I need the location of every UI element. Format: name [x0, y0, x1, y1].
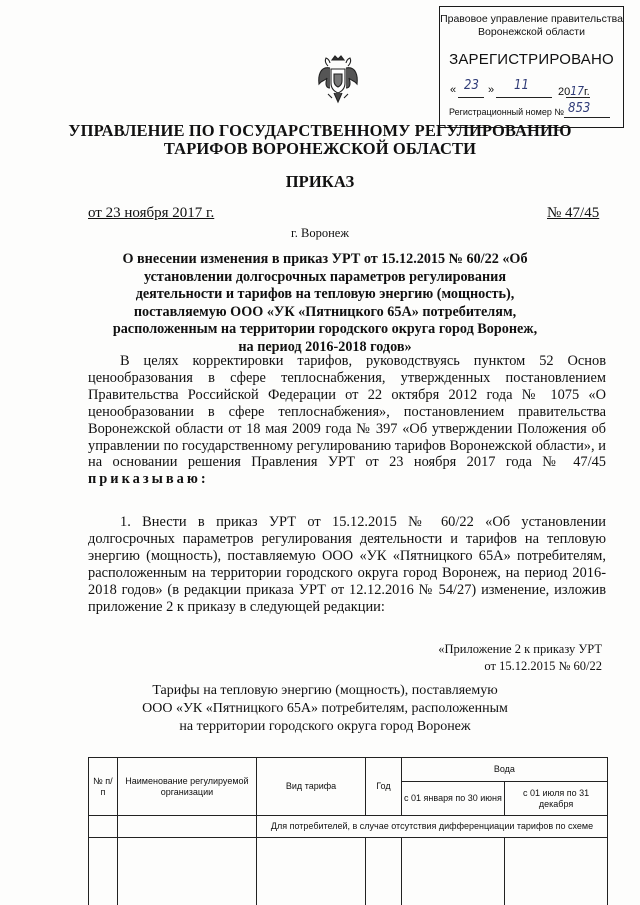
stamp-org-line-2: Воронежской области: [478, 26, 585, 38]
stamp-org-line-1: Правовое управление правительства: [440, 13, 623, 25]
stamp-month-underline: [496, 97, 552, 98]
order-city: г. Воронеж: [291, 226, 349, 240]
header-tariff-type: Вид тарифа: [257, 758, 366, 816]
annex-line-2: от 15.12.2015 № 60/22: [484, 659, 602, 673]
header-num: № п/п: [89, 758, 118, 816]
annex-reference: [438, 641, 602, 675]
stamp-year-underline: [566, 97, 590, 98]
table-row: [89, 816, 608, 838]
table-cell: [505, 838, 608, 905]
table-cell: [401, 838, 504, 905]
table-row: [89, 838, 608, 905]
table-title-line-2: ООО «УК «Пятницкого 65А» потребителям, расположенным: [142, 701, 508, 716]
stamp-date-quote-close: »: [488, 84, 495, 96]
stamp-date-day: 23: [464, 78, 479, 93]
stamp-date-month: 11: [514, 78, 529, 93]
order-keyword: приказываю:: [88, 471, 209, 488]
table-cell: [366, 838, 402, 905]
coat-of-arms-icon: [316, 54, 360, 106]
stamp-reg-number: 853: [568, 101, 591, 116]
stamp-reg-label: Регистрационный номер №: [449, 107, 565, 117]
stamp-date-year: [558, 84, 590, 98]
header-half-1: с 01 января по 30 июня: [401, 782, 504, 816]
preamble-paragraph: [88, 353, 606, 488]
clause-1-paragraph: 1. Внести в приказ УРТ от 15.12.2015 № 60/22 «Об установлении долгосрочных параметров регулирования деятельности и тарифов на тепловую энергию (мощность), поставляемую ООО «УК «Пятницкого 65А» потребителям, расположенным на территории городского округа город Воронеж, на период 2016-2018 годов» (в редакции приказа УРТ от 12.12.2016 № 54/27) изменение, изложив приложение 2 к приказу в следующей редакции:: [88, 514, 606, 615]
order-subject: О внесении изменения в приказ УРТ от 15.12.2015 № 60/22 «Об установлении долгосрочных параметров регулирования деятельности и тарифов на тепловую энергию (мощность), поставляемую ООО «УК «Пятницкого 65А» потребителям, расположенным на территории городского округа город Воронеж, на период 2016-2018 годов»: [112, 251, 538, 355]
document-type: ПРИКАЗ: [285, 172, 355, 191]
table-title-line-1: Тарифы на тепловую энергию (мощность), поставляемую: [152, 683, 498, 698]
order-number: № 47/45: [547, 205, 600, 221]
stamp-year-prefix: 20: [558, 86, 571, 98]
table-cell: [257, 838, 366, 905]
annex-line-1: «Приложение 2 к приказу УРТ: [438, 642, 602, 656]
header-year: Год: [366, 758, 402, 816]
stamp-reg-underline: [564, 117, 610, 118]
table-header-row-1: [89, 758, 608, 782]
table-cell: [89, 838, 118, 905]
table-cell: [117, 816, 256, 838]
header-org: Наименование регулируемой организации: [117, 758, 256, 816]
stamp-title: ЗАРЕГИСТРИРОВАНО: [449, 51, 614, 68]
preamble-text: В целях корректировки тарифов, руководствуясь пунктом 52 Основ ценообразования в сфере теплоснабжения, утвержденных постановлением Правительства Российской Федерации от 22 октября 2012 года № 1075 «О ценообразовании в сфере теплоснабжения», постановлением правительства Воронежской области от 18 мая 2009 года № 397 «Об утверждении Положения об управлении по государственному регулированию тарифов Воронежской области», и на основании решения Правления УРТ от 23 ноября 2017 года № 47/45: [88, 353, 606, 471]
agency-title-line-1: УПРАВЛЕНИЕ ПО ГОСУДАРСТВЕННОМУ РЕГУЛИРОВАНИЮ: [68, 121, 572, 140]
table-cell: [117, 838, 256, 905]
agency-title-line-2: ТАРИФОВ ВОРОНЕЖСКОЙ ОБЛАСТИ: [163, 139, 477, 158]
table-title: [110, 682, 540, 736]
table-cell: [89, 816, 118, 838]
order-date: от 23 ноября 2017 г.: [88, 205, 215, 221]
header-half-2: с 01 июля по 31 декабря: [505, 782, 608, 816]
registration-stamp: [439, 6, 624, 128]
stamp-date-quote-open: «: [450, 84, 457, 96]
stamp-day-underline: [458, 97, 484, 98]
header-water: Вода: [401, 758, 607, 782]
table-title-line-3: на территории городского округа город Воронеж: [179, 719, 471, 734]
stamp-date: [450, 78, 615, 99]
stamp-year-hand: 17: [570, 84, 584, 98]
consumer-group-row: Для потребителей, в случае отсутствия дифференциации тарифов по схеме: [257, 816, 608, 838]
stamp-year-suffix: г.: [583, 86, 590, 98]
tariff-table: [88, 757, 608, 905]
